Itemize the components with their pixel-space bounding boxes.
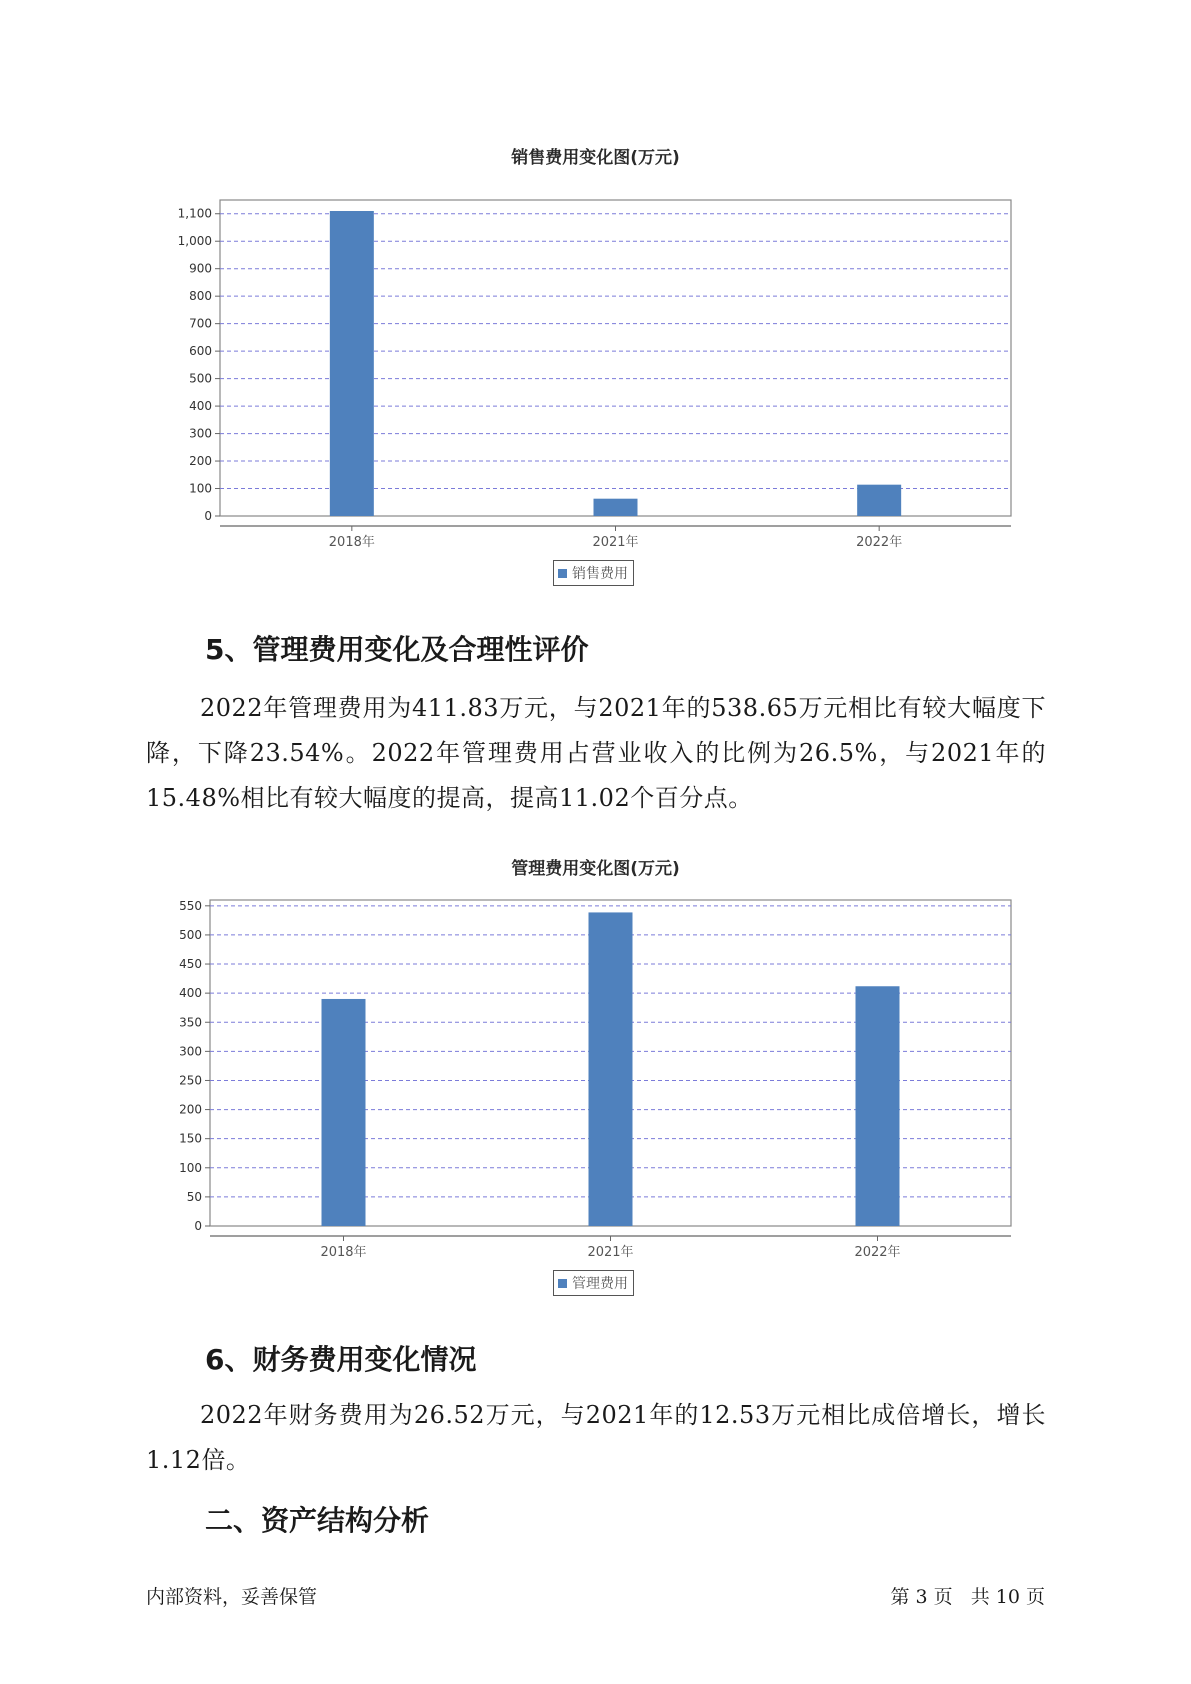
- admin-chart-legend: [553, 1270, 634, 1296]
- y-tick-label: 500: [179, 927, 202, 942]
- y-tick-label: 500: [189, 371, 212, 386]
- section-heading-finance: 6、财务费用变化情况: [205, 1343, 477, 1376]
- bar: [857, 485, 901, 516]
- y-tick-label: 0: [194, 1219, 202, 1233]
- x-tick-label: 2022年: [854, 1245, 901, 1260]
- legend-label: 销售费用: [572, 566, 628, 582]
- y-tick-label: 100: [189, 481, 212, 496]
- sales-expense-chart: [0, 170, 1191, 690]
- y-tick-label: 150: [179, 1131, 202, 1146]
- bar: [322, 999, 366, 1226]
- y-tick-label: 800: [189, 289, 212, 304]
- x-tick-label: 2018年: [320, 1245, 367, 1260]
- legend-label: 管理费用: [572, 1276, 628, 1292]
- y-tick-label: 50: [186, 1189, 202, 1204]
- y-tick-label: 550: [179, 898, 202, 913]
- y-tick-label: 1,000: [177, 234, 212, 249]
- y-tick-label: 300: [189, 426, 212, 441]
- section-heading-assets: 二、资产结构分析: [205, 1504, 430, 1537]
- sales-chart-title: 销售费用变化图(万元): [511, 148, 680, 168]
- y-tick-label: 400: [179, 986, 202, 1001]
- y-tick-label: 200: [189, 454, 212, 469]
- y-tick-label: 600: [189, 344, 212, 359]
- x-tick-label: 2021年: [587, 1245, 634, 1260]
- footer-confidential-note: 内部资料，妥善保管: [146, 1586, 318, 1608]
- x-tick-label: 2022年: [856, 535, 903, 550]
- y-tick-label: 0: [204, 509, 212, 523]
- y-tick-label: 1,100: [177, 206, 212, 221]
- section-heading-admin: 5、管理费用变化及合理性评价: [205, 633, 589, 666]
- bar: [330, 211, 374, 516]
- admin-paragraph: 2022年管理费用为411.83万元，与2021年的538.65万元相比有较大幅度下降，下降23.54%。2022年管理费用占营业收入的比例为26.5%，与2021年的15.48%相比有较大幅度的提高，提高11.02个百分点。: [146, 694, 1046, 812]
- y-tick-label: 100: [179, 1160, 202, 1175]
- y-tick-label: 450: [179, 957, 202, 972]
- y-tick-label: 250: [179, 1073, 202, 1088]
- y-tick-label: 700: [189, 316, 212, 331]
- y-tick-label: 900: [189, 261, 212, 276]
- bar: [594, 499, 638, 516]
- legend-swatch-icon: [558, 569, 567, 578]
- legend-swatch-icon: [558, 1279, 567, 1288]
- y-tick-label: 300: [179, 1044, 202, 1059]
- y-tick-label: 400: [189, 399, 212, 414]
- finance-paragraph: 2022年财务费用为26.52万元，与2021年的12.53万元相比成倍增长，增长1.12倍。: [146, 1401, 1046, 1474]
- x-tick-label: 2021年: [592, 535, 639, 550]
- admin-chart-title: 管理费用变化图(万元): [511, 859, 680, 879]
- x-tick-label: 2018年: [328, 535, 375, 550]
- admin-expense-chart: [0, 880, 1191, 1280]
- sales-chart-legend: [553, 560, 634, 586]
- footer-page-number: 第 3 页 共 10 页: [890, 1586, 1045, 1608]
- y-tick-label: 200: [179, 1102, 202, 1117]
- y-tick-label: 350: [179, 1015, 202, 1030]
- bar: [856, 986, 900, 1226]
- bar: [589, 912, 633, 1226]
